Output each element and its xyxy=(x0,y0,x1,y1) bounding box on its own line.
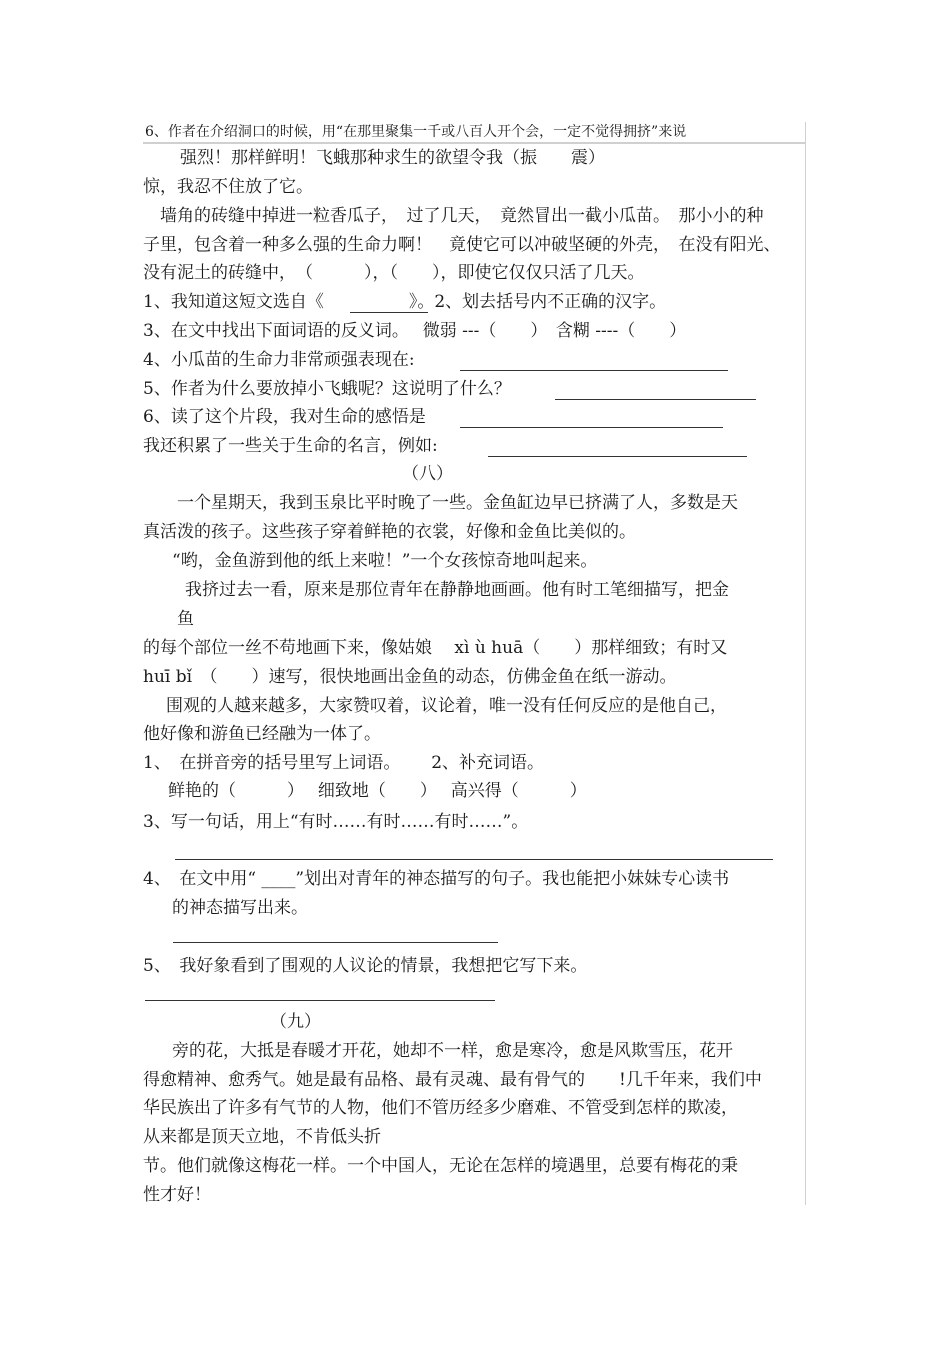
s7-question-6: 6、读了这个片段，我对生命的感悟是 xyxy=(143,407,426,427)
s8-question-4-line1: 4、 在文中用“ ____”划出对青年的神态描写的句子。我也能把小妹妹专心读书 xyxy=(143,869,730,889)
page-border-right xyxy=(805,122,806,1205)
s8-q5-answer-line[interactable] xyxy=(145,1000,495,1001)
s7-p1-line2: 子里，包含着一种多么强的生命力啊！ 竟使它可以冲破坚硬的外壳， 在没有阳光、 xyxy=(143,235,781,255)
s7-q1-blank[interactable] xyxy=(350,312,428,313)
s7-p0-line1: 强烈！那样鲜明！飞蛾那种求生的欲望令我（振 震） xyxy=(180,148,605,168)
s9-line6: 性才好！ xyxy=(143,1185,211,1205)
s8-question-1: 1、 在拼音旁的括号里写上词语。 2、补充词语。 xyxy=(143,753,545,773)
s8-p3-line1: 我挤过去一看，原来是那位青年在静静地画画。他有时工笔细描写，把金 xyxy=(185,580,729,600)
s7-p0-line2: 惊，我忍不住放了它。 xyxy=(143,177,313,197)
section-9-title: （九） xyxy=(270,1012,321,1032)
s8-p4-line2: 他好像和游鱼已经融为一体了。 xyxy=(143,724,381,744)
s7-q5-answer-line[interactable] xyxy=(555,399,756,400)
s9-line1: 旁的花，大抵是春暖才开花，她却不一样，愈是寒冷，愈是风欺雪压，花开 xyxy=(172,1041,733,1061)
s8-p3-line2: 鱼 xyxy=(177,609,194,629)
s7-p1-line3: 没有泥土的砖缝中， （ ），（ ），即使它仅仅只活了几天。 xyxy=(143,263,645,283)
s8-question-2-items: 鲜艳的（ ） 细致地（ ） 高兴得（ ） xyxy=(168,781,587,801)
s8-question-3: 3、写一句话，用上“有时……有时……有时……”。 xyxy=(143,812,529,832)
s8-p3-line3: 的每个部位一丝不苟地画下来，像姑娘 xì ù huā（ ）那样细致；有时又 xyxy=(143,638,728,658)
page-border-top xyxy=(143,142,806,144)
s7-q6b-answer-line[interactable] xyxy=(488,456,747,457)
section-8-title: （八） xyxy=(402,464,453,484)
header-note: 6、作者在介绍洞口的时候，用“在那里聚集一千或八百人开个会，一定不觉得拥挤”来说 xyxy=(145,124,687,140)
s8-q4-answer-line[interactable] xyxy=(173,942,498,943)
s7-question-3: 3、在文中找出下面词语的反义词。 微弱 ---（ ） 含糊 ----（ ） xyxy=(143,321,687,341)
s9-line2: 得愈精神、愈秀气。她是最有品格、最有灵魂、最有骨气的 !几千年来，我们中 xyxy=(143,1070,762,1090)
s9-line3: 华民族出了许多有气节的人物，他们不管历经多少磨难、不管受到怎样的欺凌， xyxy=(143,1098,738,1118)
s8-p3-line4: huī bǐ （ ）速写，很快地画出金鱼的动态，仿佛金鱼在纸一游动。 xyxy=(143,667,677,687)
s7-q6-answer-line[interactable] xyxy=(460,427,723,428)
s8-question-5: 5、 我好象看到了围观的人议论的情景，我想把它写下来。 xyxy=(143,956,588,976)
s8-p2: “哟，金鱼游到他的纸上来啦！”一个女孩惊奇地叫起来。 xyxy=(172,551,598,571)
s7-question-4: 4、小瓜苗的生命力非常顽强表现在: xyxy=(143,350,415,370)
s7-p1-line1: 墙角的砖缝中掉进一粒香瓜子， 过了几天， 竟然冒出一截小瓜苗。 那小小的种 xyxy=(160,206,764,226)
s7-question-6b: 我还积累了一些关于生命的名言，例如: xyxy=(143,436,438,456)
s7-question-1: 1、我知道这短文选自《 》。2、划去括号内不正确的汉字。 xyxy=(143,292,667,312)
s8-p1-line1: 一个星期天，我到玉泉比平时晚了一些。金鱼缸边早已挤满了人，多数是天 xyxy=(177,493,738,513)
s8-question-4-line2: 的神态描写出来。 xyxy=(172,898,308,918)
s8-p1-line2: 真活泼的孩子。这些孩子穿着鲜艳的衣裳，好像和金鱼比美似的。 xyxy=(143,522,636,542)
s7-q4-answer-line[interactable] xyxy=(460,370,728,371)
s8-q3-answer-line[interactable] xyxy=(175,859,773,860)
s9-line4: 从来都是顶天立地，不肯低头折 xyxy=(143,1127,381,1147)
s9-line5: 节。他们就像这梅花一样。一个中国人，无论在怎样的境遇里，总要有梅花的秉 xyxy=(143,1156,738,1176)
s8-p4-line1: 围观的人越来越多，大家赞叹着，议论着，唯一没有任何反应的是他自己， xyxy=(166,696,727,716)
s7-question-5: 5、作者为什么要放掉小飞蛾呢？这说明了什么？ xyxy=(143,379,511,399)
